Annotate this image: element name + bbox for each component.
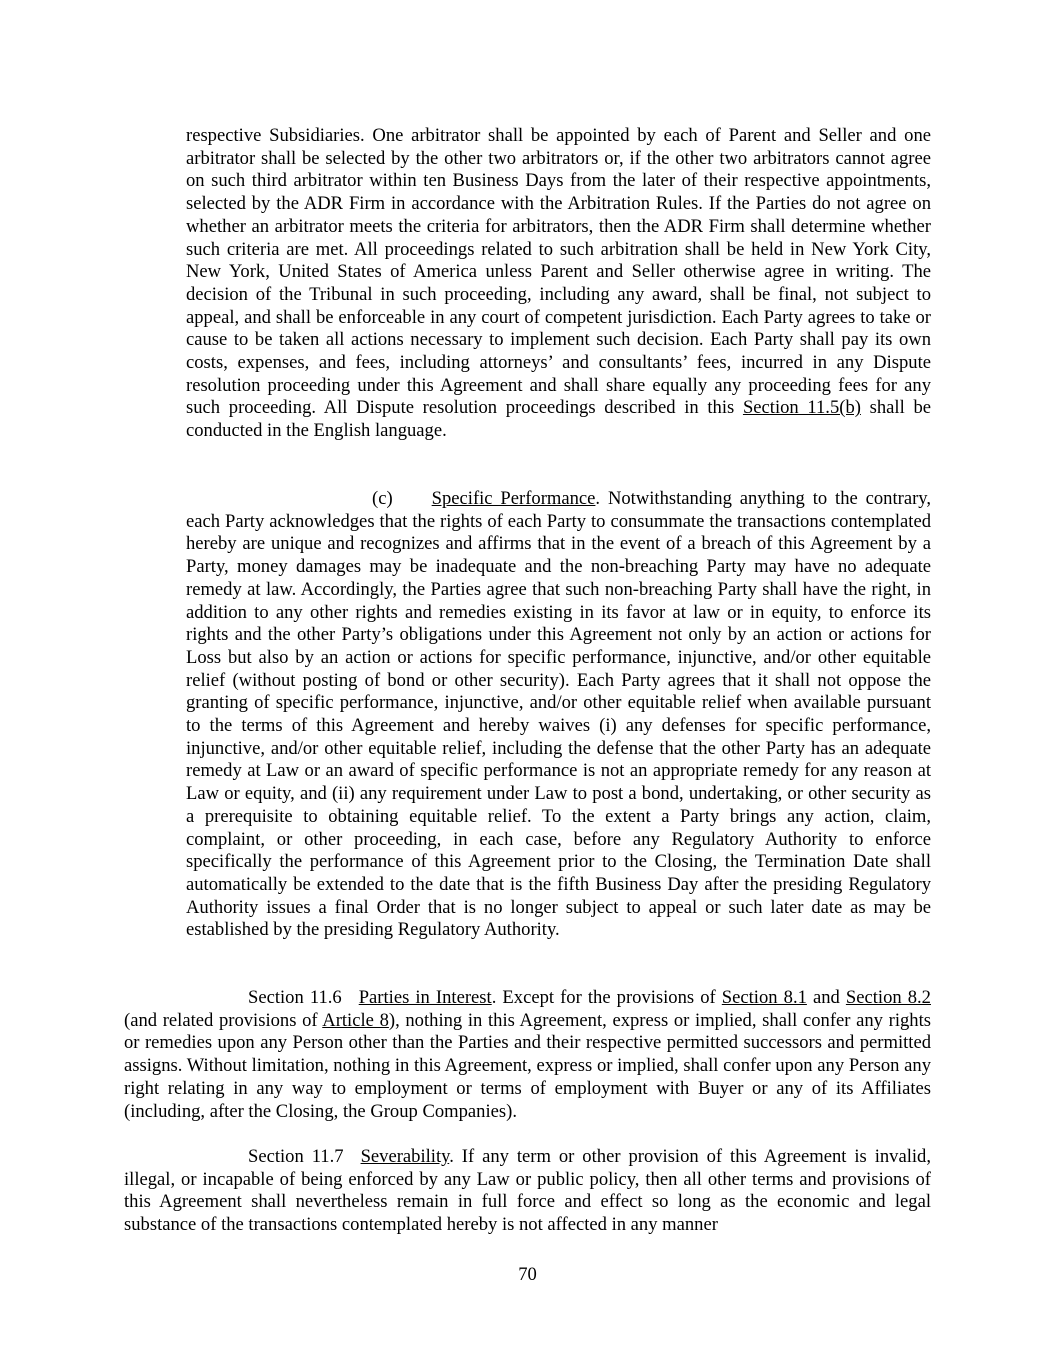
section-11-5b-text-part2: shall be conducted in the English language. bbox=[186, 397, 931, 442]
section-11-5b-continuation bbox=[186, 125, 931, 443]
section-11-5b-text-part1: respective Subsidiaries. One arbitrator shall be appointed by each of Parent and Seller and one arbitrator shall be selected by the other two arbitrators or, if the other two arbitrators cannot agree on such third arbitrator within ten Business Days from the later of their respective appointments, selected by the ADR Firm in accordance with the Arbitration Rules. If the Parties do not agree on whether an arbitrator meets the criteria for arbitrators, then the ADR Firm shall determine whether such criteria are met. All proceedings related to such arbitration shall be held in New York City, New York, United States of America unless Parent and Seller otherwise agree in writing. The decision of the Tribunal in such proceeding, including any award, shall be final, not subject to appeal, and shall be enforceable in any court of competent jurisdiction. Each Party agrees to take or cause to be taken all actions necessary to implement such decision. Each Party shall pay its own costs, expenses, and fees, including attorneys’ and consultants’ fees, incurred in any Dispute resolution proceeding under this Agreement and shall share equally any proceeding fees for any such proceeding. All Dispute resolution proceedings described in this bbox=[186, 125, 931, 419]
section-11-5b-cross-reference: Section 11.5(b) bbox=[742, 397, 861, 419]
section-11-6-ref-section-8-2: Section 8.2 bbox=[845, 987, 931, 1008]
section-11-6-paragraph bbox=[124, 987, 931, 1123]
section-11-5c-label: (c) bbox=[372, 488, 393, 509]
section-11-6-text1: . Except for the provisions of bbox=[491, 987, 722, 1008]
section-11-5c-paragraph bbox=[186, 488, 931, 942]
section-11-6-ref-section-8-1: Section 8.1 bbox=[721, 987, 807, 1008]
section-11-6-number: Section 11.6 bbox=[248, 987, 342, 1008]
section-11-6-text2: and bbox=[806, 987, 846, 1008]
section-11-5c-text: . Notwithstanding anything to the contrary, each Party acknowledges that the rights of each Party to consummate the transactions contemplated hereby are unique and recognizes and affirms that in the event of a breach of this Agreement by a Party, money damages may be inadequate and the non-breaching Party may have no adequate remedy at law. Accordingly, the Parties agree that such non-breaching Party shall have the right, in addition to any other rights and remedies existing in its favor at law or in equity, to enforce its rights and the other Party’s obligations under this Agreement not only by an action or actions for Loss but also by an action or actions for specific performance, injunctive, and/or other equitable relief (without posting of bond or other security). Each Party agrees that it shall not oppose the granting of specific performance, injunctive, and/or other equitable relief when available pursuant to the terms of this Agreement and hereby waives (i) any defenses for specific performance, injunctive, and/or other equitable relief, including the defense that the other Party has an adequate remedy at Law or an award of specific performance is not an appropriate remedy for any reason at Law or equity, and (ii) any requirement under Law to post a bond, undertaking, or other security as a prerequisite to obtaining equitable relief. To the extent a Party brings any action, claim, complaint, or other proceeding, in each case, before any Regulatory Authority to enforce specifically the performance of this Agreement prior to the Closing, the Termination Date shall automatically be extended to the date that is the fifth Business Day after the presiding Regulatory Authority issues a final Order that is no longer subject to appeal or such later date as may be established by the presiding Regulatory Authority. bbox=[186, 488, 931, 941]
section-11-6-ref-article-8: Article 8 bbox=[322, 1009, 389, 1031]
section-11-6-text4: ), nothing in this Agreement, express or implied, shall confer any rights or remedies upon any Person other than the Parties and their respective permitted successors and permitted assigns. Without limitation, nothing in this Agreement, express or implied, shall confer upon any Person any right relating in any way to employment or terms of employment with Buyer or any of its Affiliates (including, after the Closing, the Group Companies). bbox=[124, 1009, 932, 1122]
section-11-7-number: Section 11.7 bbox=[248, 1146, 344, 1167]
section-11-7-text: . If any term or other provision of this Agreement is invalid, illegal, or incapable of being enforced by any Law or public policy, then all other terms and provisions of this Agreement shall nevertheless remain in full force and effect so long as the economic and legal substance of the transactions contemplated hereby is not affected in any manner bbox=[124, 1146, 931, 1236]
section-11-7-paragraph bbox=[124, 1146, 931, 1237]
page-number: 70 bbox=[518, 1264, 537, 1285]
section-11-6-text3: (and related provisions of bbox=[124, 1009, 323, 1031]
section-11-6-heading: Parties in Interest bbox=[358, 987, 492, 1008]
section-11-7-heading: Severability bbox=[360, 1146, 450, 1167]
section-11-5c-heading: Specific Performance bbox=[431, 488, 596, 509]
